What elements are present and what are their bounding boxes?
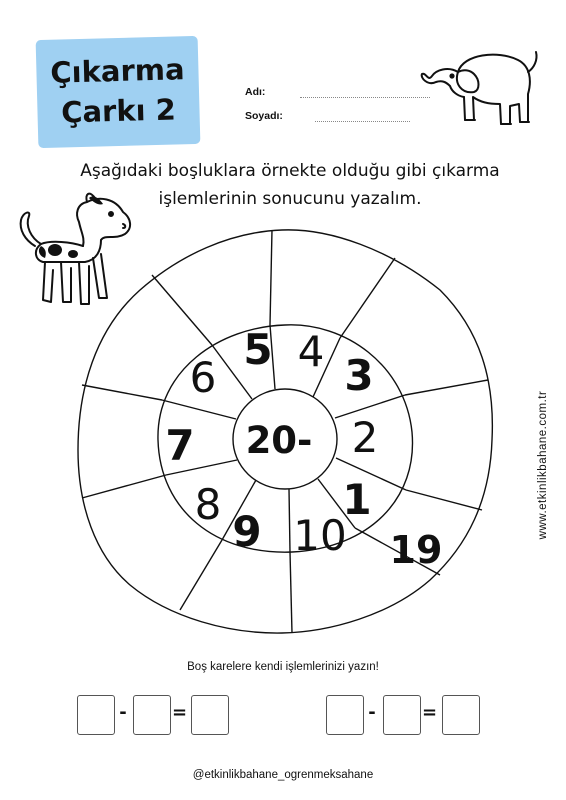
wheel-number-10: 10 (293, 511, 347, 560)
instruction-line-1: Aşağıdaki boşluklara örnekte olduğu gibi çıkarma (80, 161, 500, 181)
wheel-number-8: 8 (194, 480, 222, 529)
wheel-center-text: 20- (245, 419, 313, 462)
equals-sign: = (422, 702, 438, 723)
side-url (533, 380, 553, 550)
minus-sign: - (368, 702, 376, 723)
wheel-number-9: 9 (232, 507, 262, 556)
answer-box[interactable] (326, 695, 364, 735)
title-line-2: Çarkı 2 (60, 92, 177, 130)
surname-label: Soyadı: (245, 110, 283, 122)
wheel-example-answer: 19 (389, 528, 443, 572)
minus-sign: - (119, 702, 127, 723)
answer-box[interactable] (383, 695, 421, 735)
wheel-number-4: 4 (297, 327, 325, 376)
wheel-number-1: 1 (342, 475, 372, 524)
equals-sign: = (172, 702, 188, 723)
wheel-number-5: 5 (243, 325, 273, 374)
wheel-number-7: 7 (165, 421, 195, 470)
answer-box[interactable] (77, 695, 115, 735)
practice-prompt: Boş karelere kendi işlemlerinizi yazın! (187, 661, 379, 673)
footer-handle: @etkinlikbahane_ogrenmeksahane (192, 769, 374, 781)
side-url-text: www.etkinlikbahane.com.tr (537, 390, 549, 540)
wheel-number-6: 6 (189, 353, 217, 402)
wheel-number-3: 3 (344, 351, 374, 400)
answer-box[interactable] (442, 695, 480, 735)
instruction-line-2: işlemlerinin sonucunu yazalım. (158, 189, 422, 209)
answer-box[interactable] (133, 695, 171, 735)
answer-box[interactable] (191, 695, 229, 735)
wheel-number-2: 2 (351, 413, 379, 462)
name-label: Adı: (245, 86, 266, 98)
title-line-1: Çıkarma (49, 52, 185, 90)
